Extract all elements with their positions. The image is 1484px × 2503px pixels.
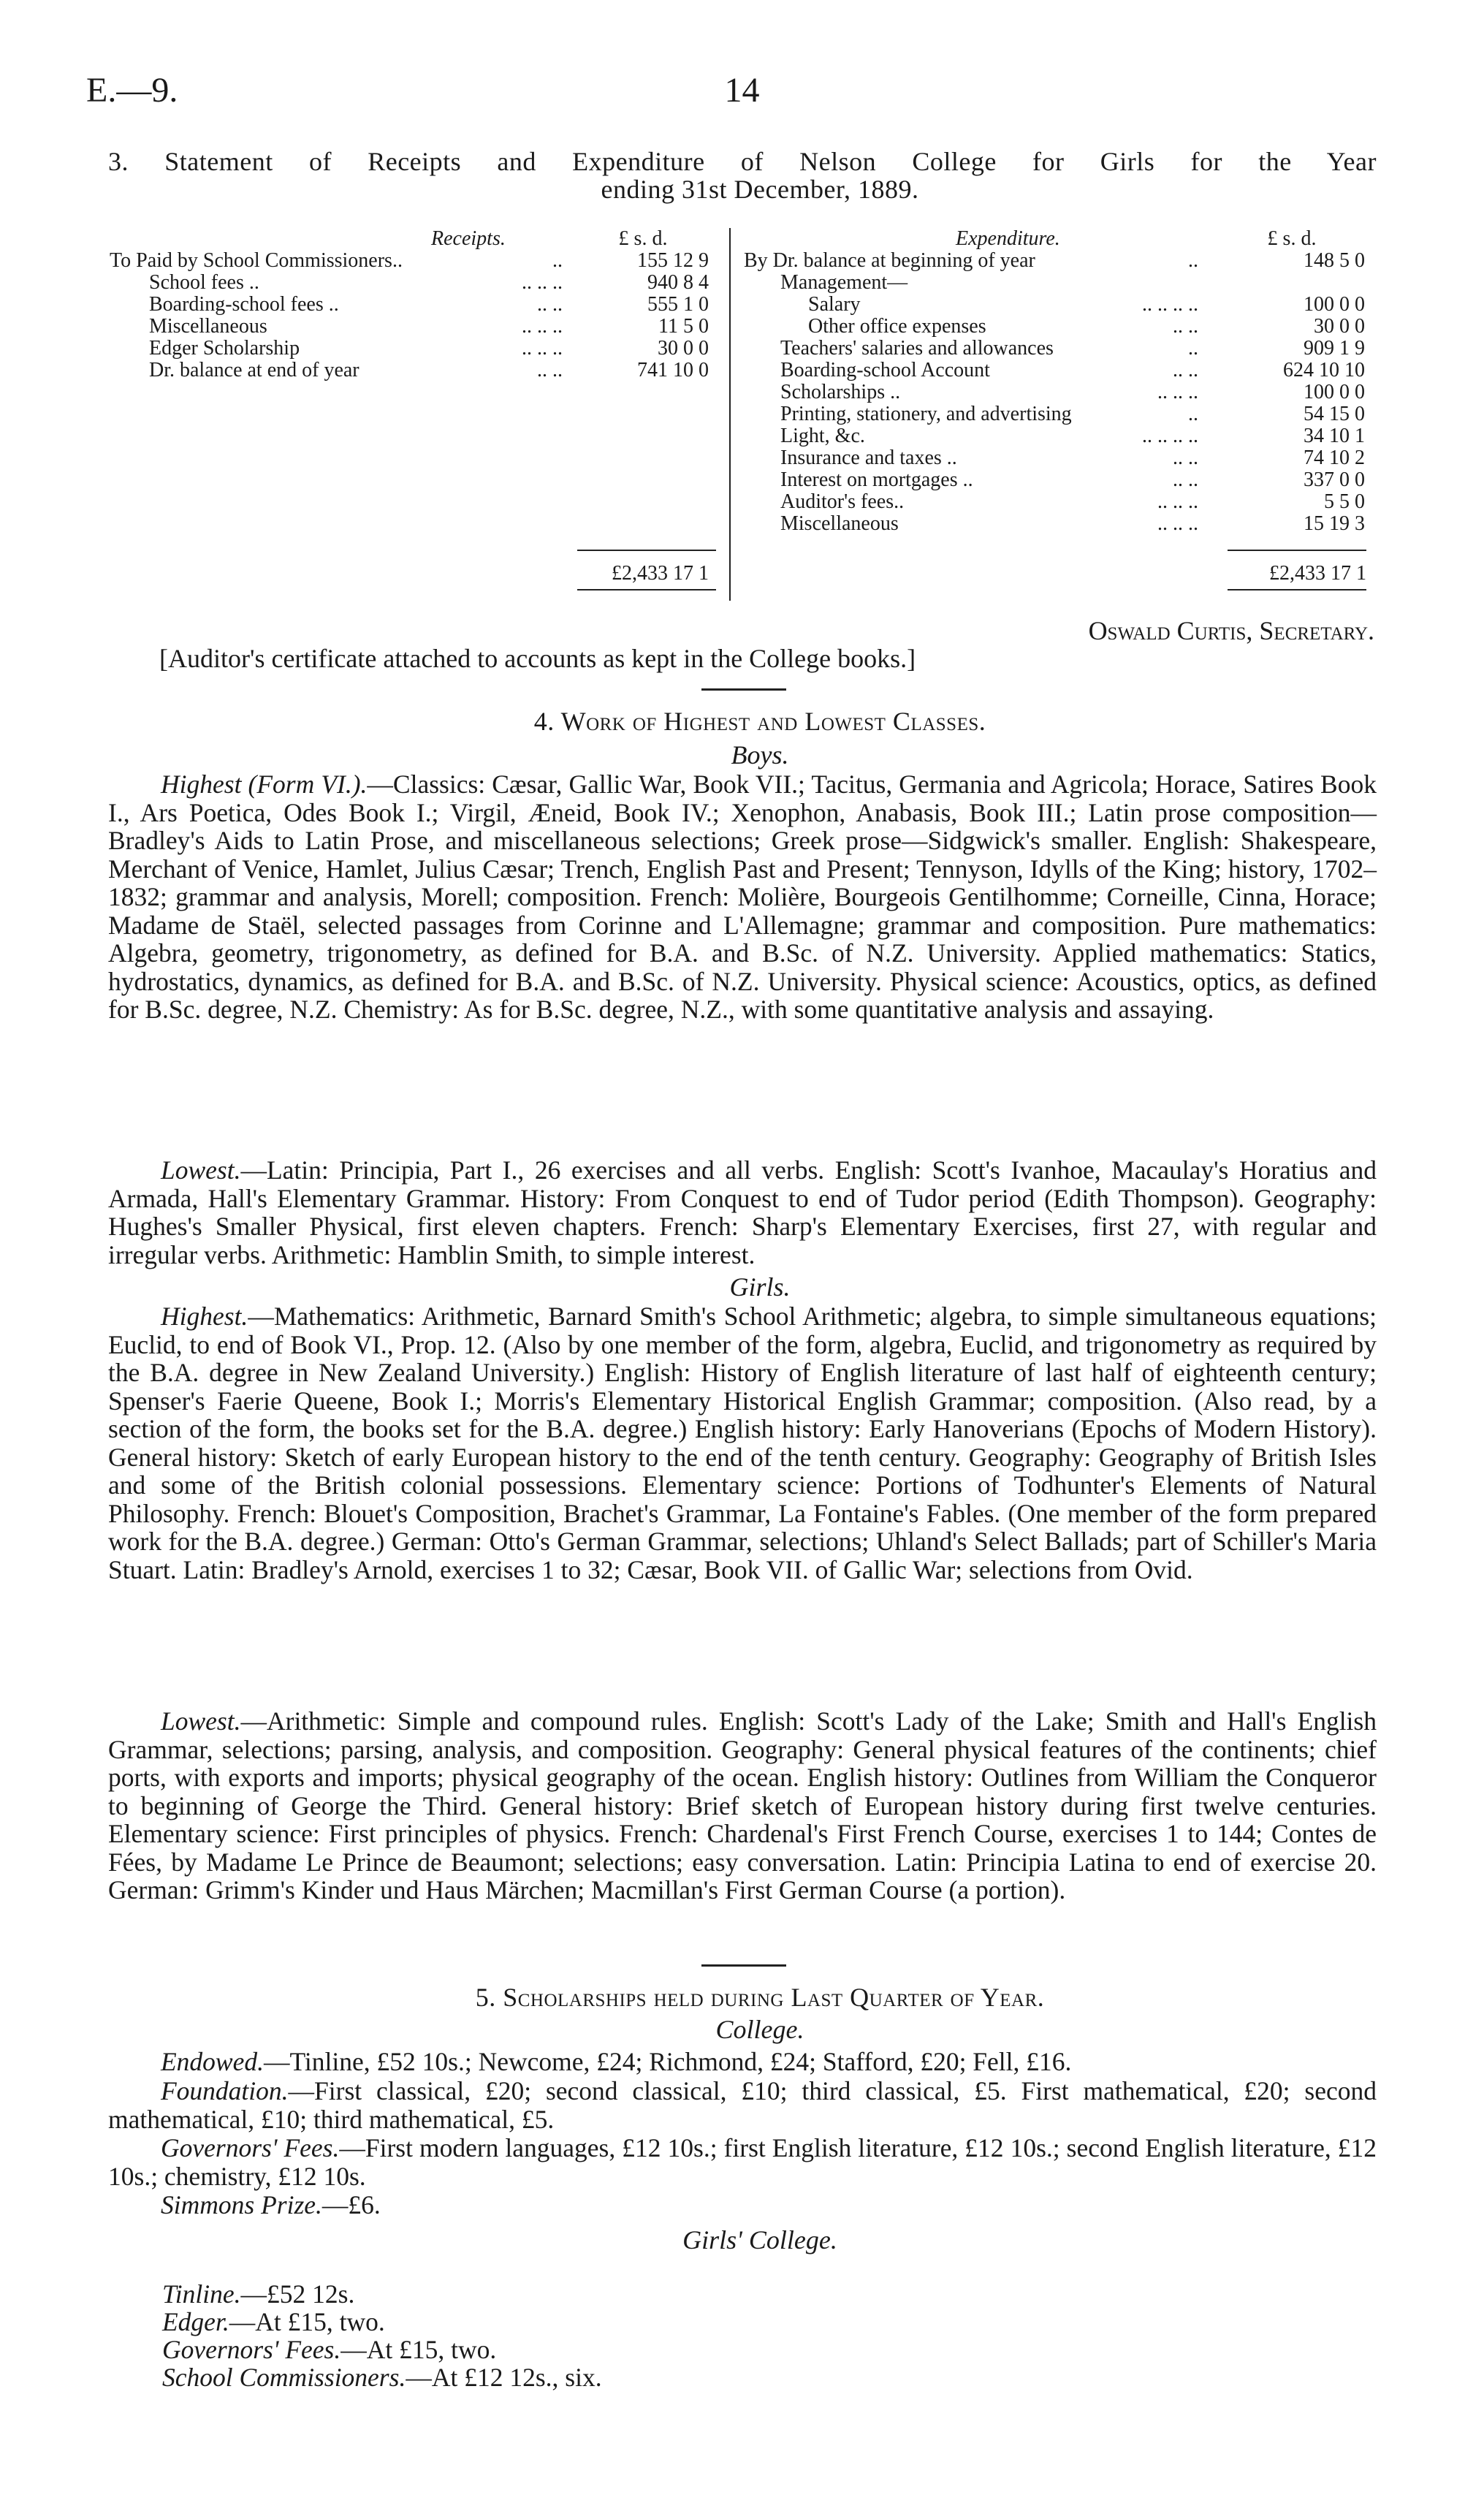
tinline-text: —£52 12s. — [240, 2279, 355, 2309]
divider-rule — [701, 688, 786, 691]
expenditure-label: By Dr. balance at beginning of year — [744, 249, 1035, 272]
receipt-label: Miscellaneous — [149, 315, 267, 338]
girls-highest-label: Highest. — [161, 1302, 248, 1331]
series-code: E.—9. — [86, 71, 178, 110]
receipts-total-double-rule — [577, 589, 716, 590]
receipt-amount: 155 12 9 — [637, 249, 709, 272]
governors-fees-label: Governors' Fees. — [162, 2335, 341, 2364]
expenditure-dots: .. .. .. — [1157, 490, 1198, 513]
receipt-amount: 30 0 0 — [658, 337, 709, 360]
boys-highest-label: Highest (Form VI.). — [161, 770, 368, 799]
foundation-paragraph — [108, 2077, 1377, 2133]
expenditure-label: Boarding-school Account — [780, 359, 990, 381]
boys-lowest-text: —Latin: Principia, Part I., 26 exercises and all verbs. English: Scott's Ivanhoe, Macaulay's Horatius and Armada, Hall's Elementary Grammar. History: From Conquest to end of Tudor period (Edith Thompson). Geography: Hughes's Smaller Physical, first eleven chapters. French: Sharp's Elementary Exercises, first 27, with regular and irregular verbs. Arithmetic: Hamblin Smith, to simple interest. — [108, 1155, 1377, 1269]
receipt-dots: .. .. — [537, 293, 563, 316]
girls-lowest-text: —Arithmetic: Simple and compound rules. English: Scott's Lady of the Lake; Smith and Hall's English Grammar, selections; parsing, analysis, and composition. Geography: General physical features of the continents; chief ports, with exports and imports; physical geography of the ocean. English history: Outlines from William the Conqueror to beginning of George the Third. General history: Brief sketch of European history during first twelve centuries. Elementary science: First principles of physics. French: Chardenal's First French Course, exercises 1 to 144; Contes de Fées, by Madame Le Prince de Beaumont; selections; easy conversation. Latin: Principia Latina to end of exercise 20. German: Grimm's Kinder und Haus Märchen; Macmillan's First German Course (a portion). — [108, 1706, 1377, 1904]
governors-label: Governors' Fees. — [161, 2133, 340, 2162]
receipt-amount: 11 5 0 — [658, 315, 709, 338]
receipts-total: £2,433 17 1 — [612, 562, 709, 585]
expenditure-row — [744, 447, 1366, 469]
auditor-note: [Auditor's certificate attached to accounts as kept in the College books.] — [159, 644, 916, 673]
receipt-row — [110, 294, 723, 316]
expenditure-amount: 30 0 0 — [1314, 315, 1365, 338]
expenditure-row — [744, 403, 1366, 425]
school-commissioners-line — [162, 2362, 602, 2393]
expenditure-label: Management— — [780, 271, 908, 294]
expenditure-amount: 100 0 0 — [1304, 381, 1365, 403]
college-heading: College. — [715, 2015, 804, 2044]
expenditure-dots: .. .. .. .. — [1142, 425, 1198, 447]
page-number: 14 — [724, 71, 760, 110]
receipt-dots: .. .. .. — [522, 315, 563, 338]
expenditure-total-double-rule — [1228, 589, 1366, 590]
girls-lowest-paragraph — [108, 1707, 1377, 1904]
governors-fees-line — [162, 2334, 496, 2365]
expenditure-row — [744, 425, 1366, 447]
girls-heading: Girls. — [729, 1272, 791, 1302]
receipt-amount: 555 1 0 — [647, 293, 709, 316]
foundation-label: Foundation. — [161, 2076, 289, 2105]
receipts-total-rule — [577, 550, 716, 551]
expenditure-total-rule — [1228, 550, 1366, 551]
expenditure-amount: 54 15 0 — [1304, 403, 1365, 425]
expenditure-heading: Expenditure. — [956, 227, 1060, 250]
section5-title: 5. Scholarships held during Last Quarter of Year. — [475, 1983, 1045, 2012]
section3-subtitle: ending 31st December, 1889. — [601, 175, 919, 204]
expenditure-amount: 15 19 3 — [1304, 512, 1365, 535]
expenditure-label: Auditor's fees.. — [780, 490, 905, 513]
column-divider — [729, 228, 731, 601]
expenditure-total: £2,433 17 1 — [1269, 562, 1366, 585]
school-commissioners-label: School Commissioners. — [162, 2363, 406, 2392]
divider-rule-2 — [701, 1964, 786, 1967]
receipt-label: School fees .. — [149, 271, 259, 294]
edger-label: Edger. — [162, 2307, 229, 2336]
receipts-heading: Receipts. — [431, 227, 506, 250]
receipt-amount: 741 10 0 — [637, 359, 709, 381]
expenditure-amount: 337 0 0 — [1304, 468, 1365, 491]
boys-highest-paragraph — [108, 770, 1377, 1024]
expenditure-row — [744, 491, 1366, 513]
expenditure-label: Miscellaneous — [780, 512, 899, 535]
section4-title: 4. Work of Highest and Lowest Classes. — [533, 707, 986, 736]
expenditure-amount: 148 5 0 — [1304, 249, 1365, 272]
receipt-dots: .. .. .. — [522, 337, 563, 360]
girls-highest-text: —Mathematics: Arithmetic, Barnard Smith's School Arithmetic; algebra, to simple simultaneous equations; Euclid, to end of Book VI., Prop. 12. (Also by one member of the form, algebra, Euclid, and trigonometry as required by the B.A. degree in New Zealand University.) English: History of English literature of last half of eighteenth century; Spenser's Faerie Queene, Book I.; Morris's Elementary Historical English Grammar; composition. (Also read, by a section of the form, the books set for the B.A. degree.) English history: Early Hanoverians (Epochs of Modern History). General history: Sketch of early European history to the end of the tenth century. Geography: Geography of British Isles and some of the British colonial possessions. Elementary science: Portions of Todhunter's Elements of Natural Philosophy. French: Blouet's Composition, Brachet's Grammar, La Fontaine's Fables. (One member of the form prepared work for the B.A. degree.) German: Otto's German Grammar, selections; Uhland's Select Ballads; part of Schiller's Maria Stuart. Latin: Bradley's Arnold, exercises 1 to 32; Cæsar, Book VII. of Gallic War; selections from Ovid. — [108, 1302, 1377, 1584]
receipt-label: Boarding-school fees .. — [149, 293, 339, 316]
tinline-label: Tinline. — [162, 2279, 241, 2309]
expenditure-dots: .. — [1188, 249, 1198, 272]
receipt-row — [110, 250, 723, 272]
expenditure-dots: .. .. — [1173, 315, 1198, 338]
expenditure-label: Salary — [808, 293, 861, 316]
receipt-amount: 940 8 4 — [647, 271, 709, 294]
section3-title: 3. Statement of Receipts and Expenditure of Nelson College for Girls for the Year — [108, 147, 1377, 176]
boys-highest-text: —Classics: Cæsar, Gallic War, Book VII.; Tacitus, Germania and Agricola; Horace, Satires Book I., Ars Poetica, Odes Book I.; Virgil, Æneid, Book IV.; Xenophon, Anabasis, Book III.; Latin prose composition—Bradley's Aids to Latin Prose, and miscellaneous selections; Greek prose—Sidgwick's smaller. English: Shakespeare, Merchant of Venice, Hamlet, Julius Cæsar; Trench, English Past and Present; Tennyson, Idylls of the King; history, 1702–1832; grammar and analysis, Morell; composition. French: Molière, Bourgeois Gentilhomme; Corneille, Cinna, Horace; Madame de Staël, selected passages from Corinne and L'Allemagne; grammar and composition. Pure mathematics: Algebra, geometry, trigonometry, as defined for B.A. and B.Sc. of N.Z. University. Applied mathematics: Statics, hydrostatics, dynamics, as defined for B.A. and B.Sc. of N.Z. University. Physical science: Acoustics, optics, as defined for B.Sc. degree, N.Z. Chemistry: As for B.Sc. degree, N.Z., with some quantitative analysis and assaying. — [108, 770, 1377, 1024]
receipts-currency-heading: £ s. d. — [618, 227, 668, 250]
boys-heading: Boys. — [731, 740, 789, 770]
governors-fees-text: —At £15, two. — [340, 2335, 497, 2364]
expenditure-amount: 5 5 0 — [1324, 490, 1365, 513]
receipt-label: To Paid by School Commissioners.. — [110, 249, 403, 272]
boys-lowest-label: Lowest. — [161, 1155, 241, 1185]
expenditure-amount: 74 10 2 — [1304, 447, 1365, 469]
expenditure-dots: .. .. .. — [1157, 381, 1198, 403]
girls-lowest-label: Lowest. — [161, 1706, 241, 1736]
expenditure-amount: 100 0 0 — [1304, 293, 1365, 316]
simmons-paragraph — [108, 2191, 1377, 2219]
girls-college-heading: Girls' College. — [682, 2225, 837, 2255]
tinline-line — [162, 2279, 354, 2309]
expenditure-row — [744, 381, 1366, 403]
receipt-row — [110, 316, 723, 338]
signature: Oswald Curtis, Secretary. — [1088, 616, 1374, 645]
receipt-row — [110, 360, 723, 381]
expenditure-amount: 624 10 10 — [1283, 359, 1365, 381]
expenditure-row — [744, 360, 1366, 381]
expenditure-dots: .. .. .. — [1157, 512, 1198, 535]
expenditure-label: Light, &c. — [780, 425, 865, 447]
expenditure-dots: .. .. — [1173, 447, 1198, 469]
school-commissioners-text: —At £12 12s., six. — [406, 2363, 602, 2392]
expenditure-label: Other office expenses — [808, 315, 986, 338]
expenditure-amount: 34 10 1 — [1304, 425, 1365, 447]
expenditure-column — [744, 228, 1366, 535]
simmons-text: —£6. — [321, 2190, 381, 2219]
receipt-label: Edger Scholarship — [149, 337, 300, 360]
receipt-dots: .. .. .. — [522, 271, 563, 294]
expenditure-dots: .. .. — [1173, 359, 1198, 381]
receipt-row — [110, 272, 723, 294]
endowed-paragraph — [108, 2048, 1377, 2076]
boys-lowest-paragraph — [108, 1156, 1377, 1269]
expenditure-currency-heading: £ s. d. — [1267, 227, 1317, 250]
expenditure-dots: .. — [1188, 337, 1198, 360]
endowed-label: Endowed. — [161, 2047, 264, 2076]
receipt-label: Dr. balance at end of year — [149, 359, 359, 381]
expenditure-row — [744, 294, 1366, 316]
expenditure-label: Scholarships .. — [780, 381, 901, 403]
foundation-text: —First classical, £20; second classical, £10; third classical, £5. First mathematical, £20; second mathematical, £10; third mathematical, £5. — [108, 2076, 1377, 2134]
expenditure-row — [744, 250, 1366, 272]
expenditure-row — [744, 513, 1366, 535]
accounts-table — [110, 228, 1366, 601]
expenditure-amount: 909 1 9 — [1304, 337, 1365, 360]
expenditure-dots: .. .. .. .. — [1142, 293, 1198, 316]
receipt-dots: .. — [552, 249, 563, 272]
governors-text: —First modern languages, £12 10s.; first English literature, £12 10s.; second English literature, £12 10s.; chemistry, £12 10s. — [108, 2133, 1377, 2191]
simmons-label: Simmons Prize. — [161, 2190, 322, 2219]
expenditure-label: Teachers' salaries and allowances — [780, 337, 1054, 360]
expenditure-dots: .. .. — [1173, 468, 1198, 491]
expenditure-label: Insurance and taxes .. — [780, 447, 957, 469]
governors-paragraph — [108, 2134, 1377, 2190]
girls-highest-paragraph — [108, 1302, 1377, 1584]
edger-line — [162, 2306, 385, 2337]
edger-text: —At £15, two. — [229, 2307, 385, 2336]
endowed-text: —Tinline, £52 10s.; Newcome, £24; Richmond, £24; Stafford, £20; Fell, £16. — [264, 2047, 1072, 2076]
receipt-row — [110, 338, 723, 360]
expenditure-row — [744, 272, 1366, 294]
expenditure-rows — [744, 250, 1366, 535]
expenditure-row — [744, 469, 1366, 491]
expenditure-dots: .. — [1188, 403, 1198, 425]
expenditure-label: Interest on mortgages .. — [780, 468, 973, 491]
receipts-rows — [110, 250, 723, 381]
expenditure-label: Printing, stationery, and advertising — [780, 403, 1072, 425]
receipts-column — [110, 228, 723, 381]
receipt-dots: .. .. — [537, 359, 563, 381]
expenditure-row — [744, 316, 1366, 338]
expenditure-row — [744, 338, 1366, 360]
